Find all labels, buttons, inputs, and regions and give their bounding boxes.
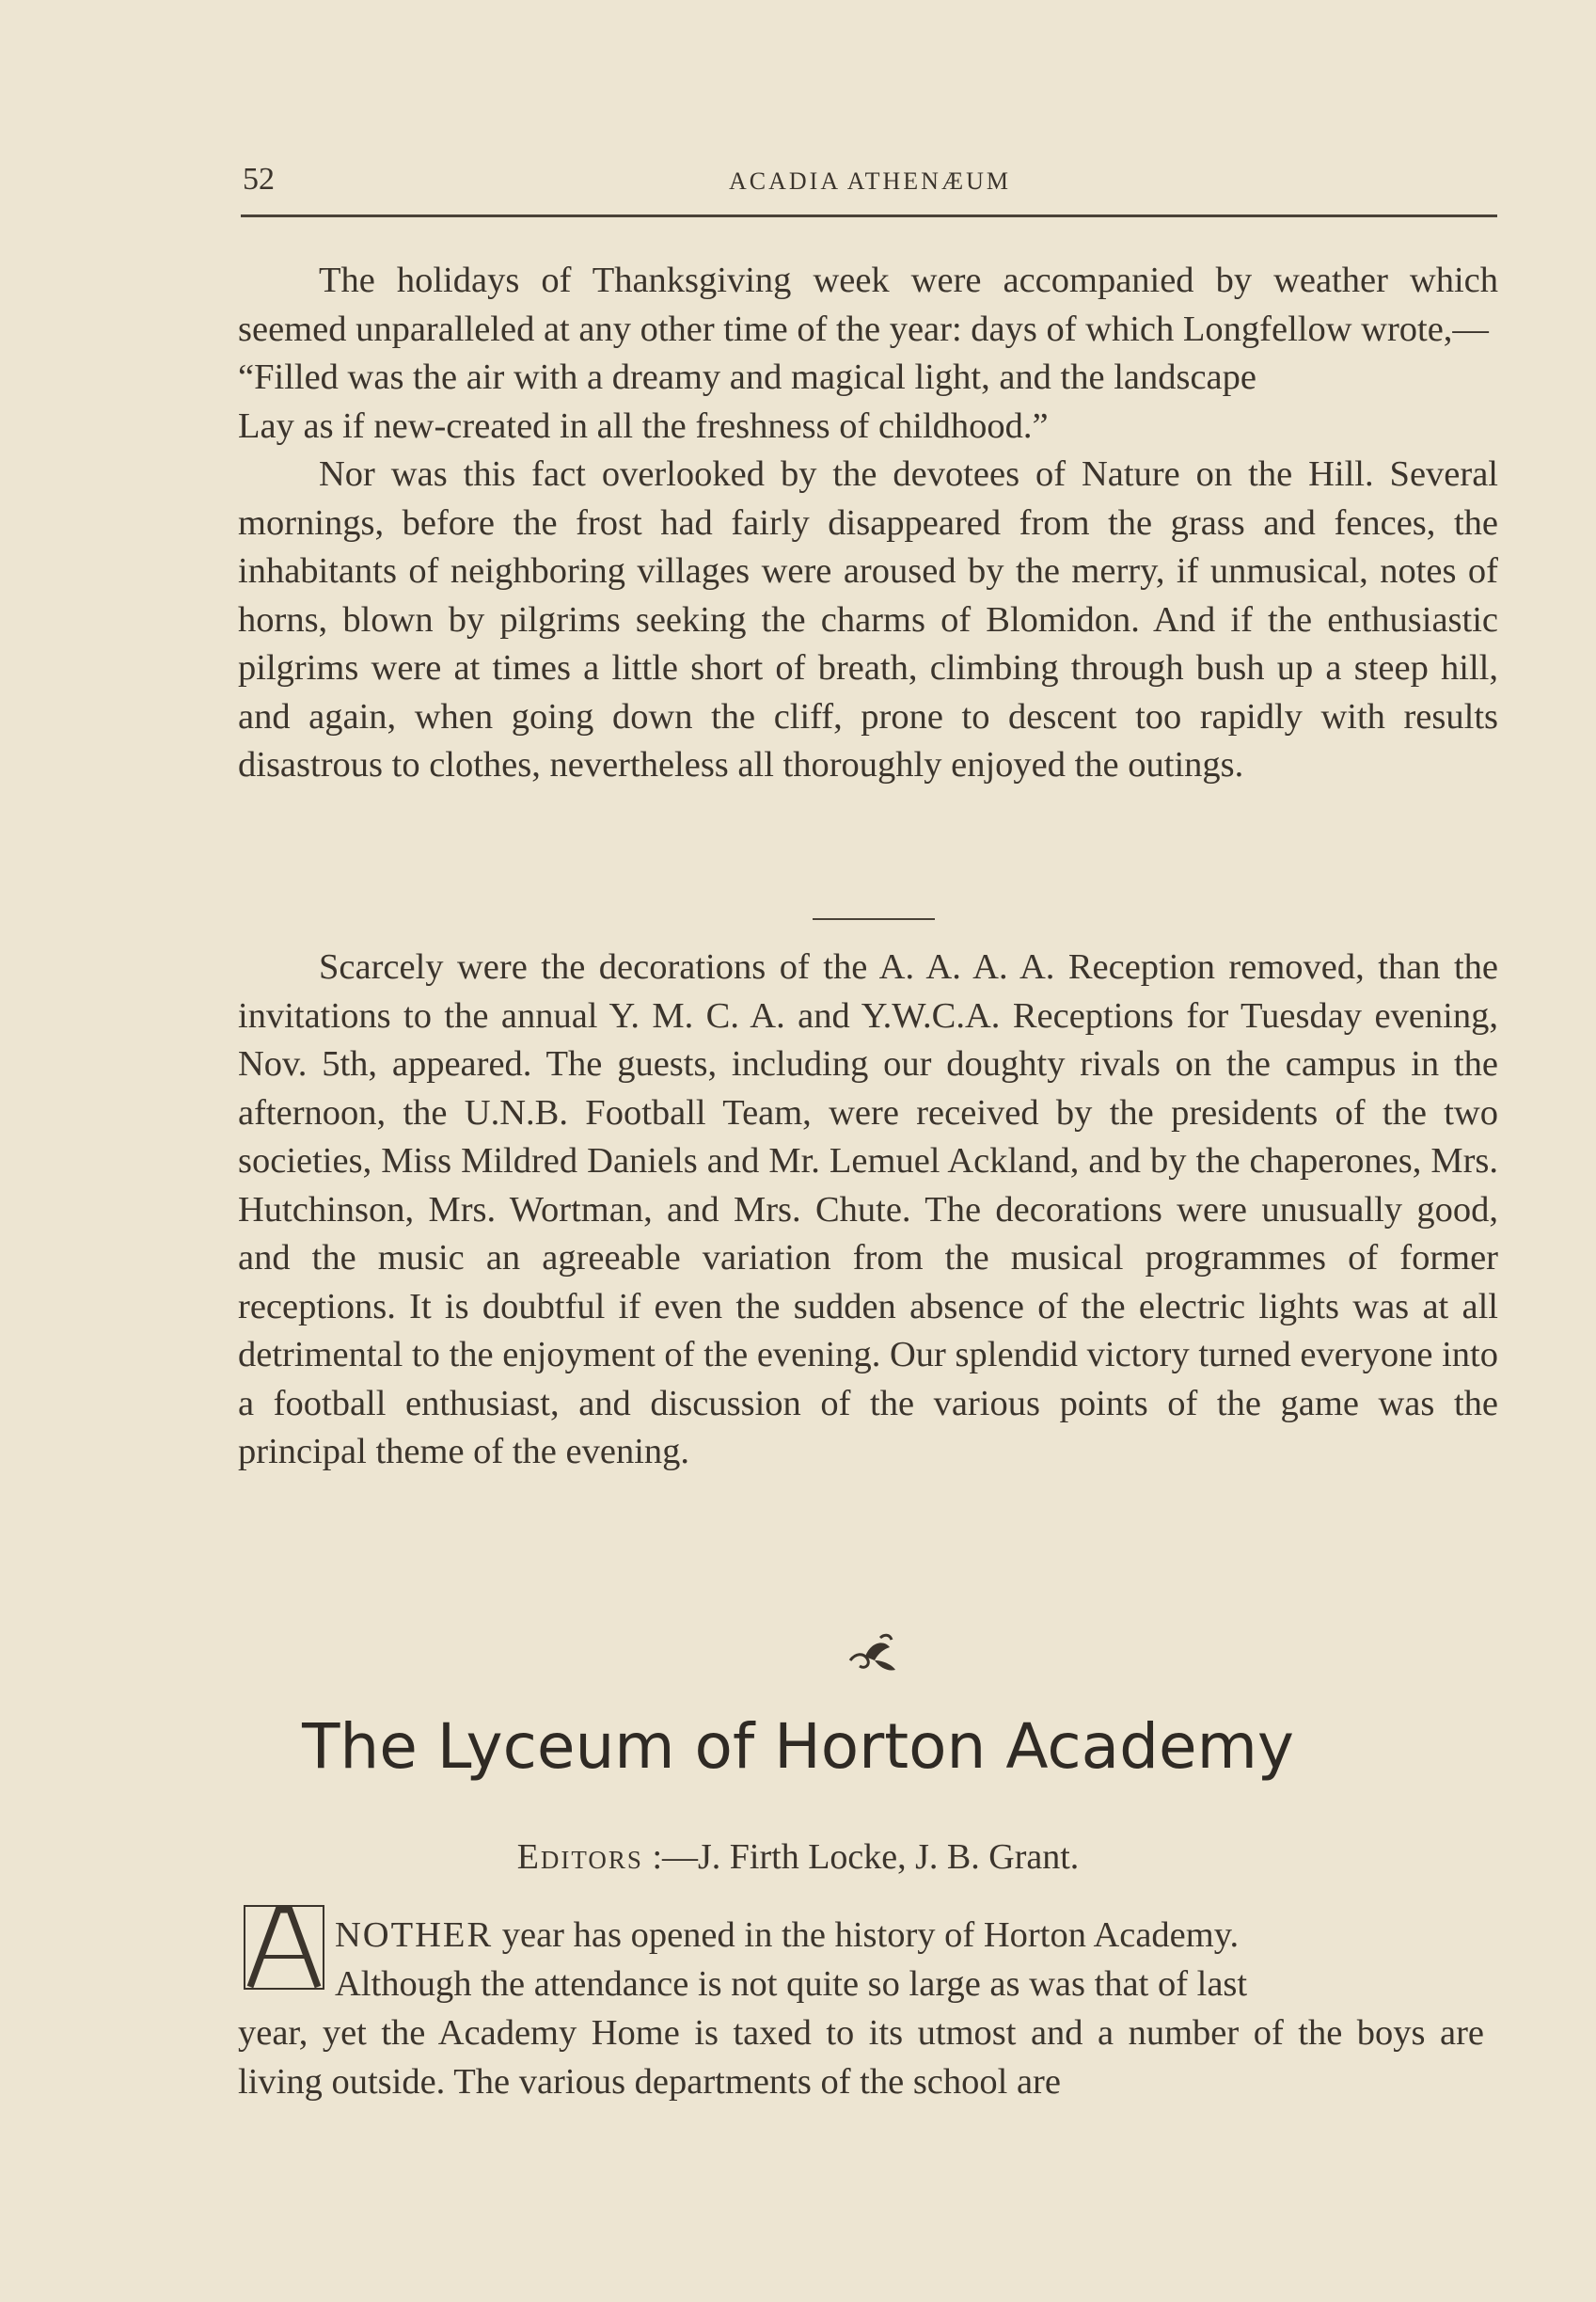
paragraph: The holidays of Thanksgiving week were accompanied by weather which seemed unparalleled at any other time of the year: days of which Longfellow wrote,— — [238, 261, 1498, 349]
paragraph: Nor was this fact overlooked by the devotees of Nature on the Hill. Several mornings, before the frost had fairly disappeared from the grass and fences, the inhabitants of neighboring villages were aroused by the merry, if unmusical, notes of horns, blown by pilgrims seeking the charms of Blomidon. And if the enthusiastic pilgrims were at times a little short of breath, climbing through bush up a steep hill, and again, when going down the cliff, prone to descent too rapidly with results disastrous to clothes, nevertheless all thoroughly enjoyed the outings. — [238, 454, 1498, 785]
editors-heading: Editors — [516, 1837, 643, 1877]
article-line: Although the attendance is not quite so large as was that of last — [335, 1964, 1248, 2004]
quote-line: Lay as if new-created in all the freshness of childhood.” — [238, 405, 1049, 446]
thanksgiving-section — [238, 257, 1498, 790]
fleuron-icon — [846, 1632, 899, 1674]
quote-line: “Filled was the air with a dreamy and magical light, and the landscape — [238, 357, 1256, 397]
article-title: The Lyceum of Horton Academy — [302, 1710, 1294, 1783]
reception-section — [238, 944, 1498, 1477]
first-word: NOTHER — [335, 1915, 494, 1955]
editors-names: J. Firth Locke, J. B. Grant. — [698, 1837, 1080, 1877]
paragraph: Scarcely were the decorations of the A. A. A. A. Reception removed, than the invitations to the annual Y. M. C. A. and Y.W.C.A. Receptions for Tuesday evening, Nov. 5th, appeared. The guests, including our doughty rivals on the campus in the afternoon, the U.N.B. Football Team, were received by the presidents of the two societies, Miss Mildred Daniels and Mr. Lemuel Ackland, and by the chaperones, Mrs. Hutchinson, Mrs. Wortman, and Mrs. Chute. The decorations were unusually good, and the music an agreeable variation from the musical programmes of former receptions. It is doubtful if even the sudden absence of the electric lights was at all detrimental to the enjoyment of the evening. Our splendid victory turned everyone into a football enthusiast, and discussion of the various points of the game was the principal theme of the evening. — [238, 947, 1498, 1471]
editors-separator: :— — [642, 1837, 698, 1877]
editors-line — [0, 1836, 1596, 1878]
header-rule — [241, 214, 1497, 217]
paragraph: year, yet the Academy Home is taxed to its utmost and a number of the boys are living outside. The various departments of the school are — [238, 2013, 1484, 2102]
line-text: year has opened in the history of Horton Academy. — [493, 1915, 1240, 1955]
running-title: ACADIA ATHENÆUM — [729, 167, 1011, 195]
article-line — [238, 1911, 1484, 1960]
article-body — [238, 1911, 1484, 2106]
page-number: 52 — [243, 162, 275, 197]
page-header — [243, 162, 1497, 209]
section-divider — [813, 918, 935, 920]
